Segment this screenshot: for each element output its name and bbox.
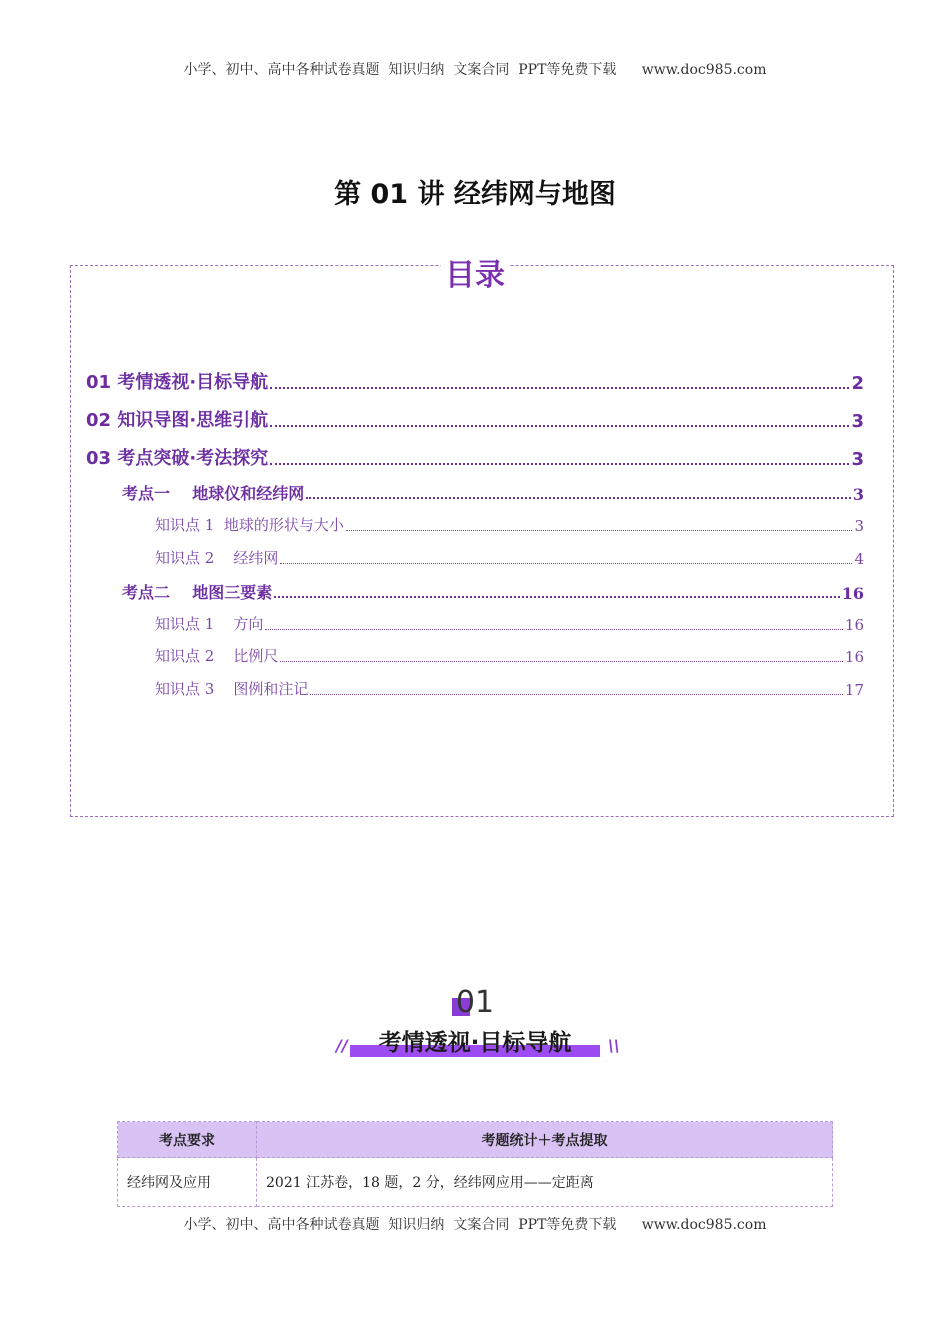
toc-item[interactable]: 知识点 3 图例和注记 17: [155, 680, 864, 699]
table-cell: 2021 江苏卷，18 题，2 分，经纬网应用——定距离: [257, 1158, 833, 1207]
table-row: [118, 1158, 833, 1207]
toc-item[interactable]: 知识点 1 地球的形状与大小 3: [155, 516, 864, 535]
section-slash-left: //: [336, 1036, 348, 1055]
page-header: [0, 59, 950, 79]
footer-text: 小学、初中、高中各种试卷真题 知识归纳 文案合同 PPT等免费下载: [183, 1217, 617, 1233]
document-title: 第 01 讲 经纬网与地图: [334, 179, 616, 210]
footer-site-link[interactable]: www.doc985.com: [641, 1217, 767, 1233]
table-header-cell: 考点要求: [118, 1122, 257, 1158]
toc-item[interactable]: 考点二 地图三要素 16: [122, 583, 864, 603]
section-slash-right: \\: [608, 1036, 620, 1055]
toc-item[interactable]: 知识点 1 方向 16: [155, 615, 864, 634]
requirements-table: [117, 1121, 833, 1207]
header-text: 小学、初中、高中各种试卷真题 知识归纳 文案合同 PPT等免费下载: [183, 62, 617, 78]
toc-heading: 目录: [0, 250, 950, 294]
table-header-cell: 考题统计＋考点提取: [257, 1122, 833, 1158]
toc-item[interactable]: 知识点 2 比例尺 16: [155, 647, 864, 666]
table-cell: 经纬网及应用: [118, 1158, 257, 1207]
toc-item[interactable]: 知识点 2 经纬网 4: [155, 549, 864, 568]
toc-item[interactable]: 02 知识导图·思维引航 3: [86, 410, 864, 432]
toc-item[interactable]: 03 考点突破·考法探究 3: [86, 448, 864, 470]
page-footer: [0, 1214, 950, 1234]
section-title: 考情透视·目标导航: [378, 1030, 572, 1056]
toc-item[interactable]: 01 考情透视·目标导航 2: [86, 372, 864, 394]
toc-item[interactable]: 考点一 地球仪和经纬网 3: [122, 484, 864, 504]
section-number: 01: [455, 985, 495, 1020]
toc-box: [70, 265, 894, 817]
header-site-link[interactable]: www.doc985.com: [641, 62, 767, 78]
